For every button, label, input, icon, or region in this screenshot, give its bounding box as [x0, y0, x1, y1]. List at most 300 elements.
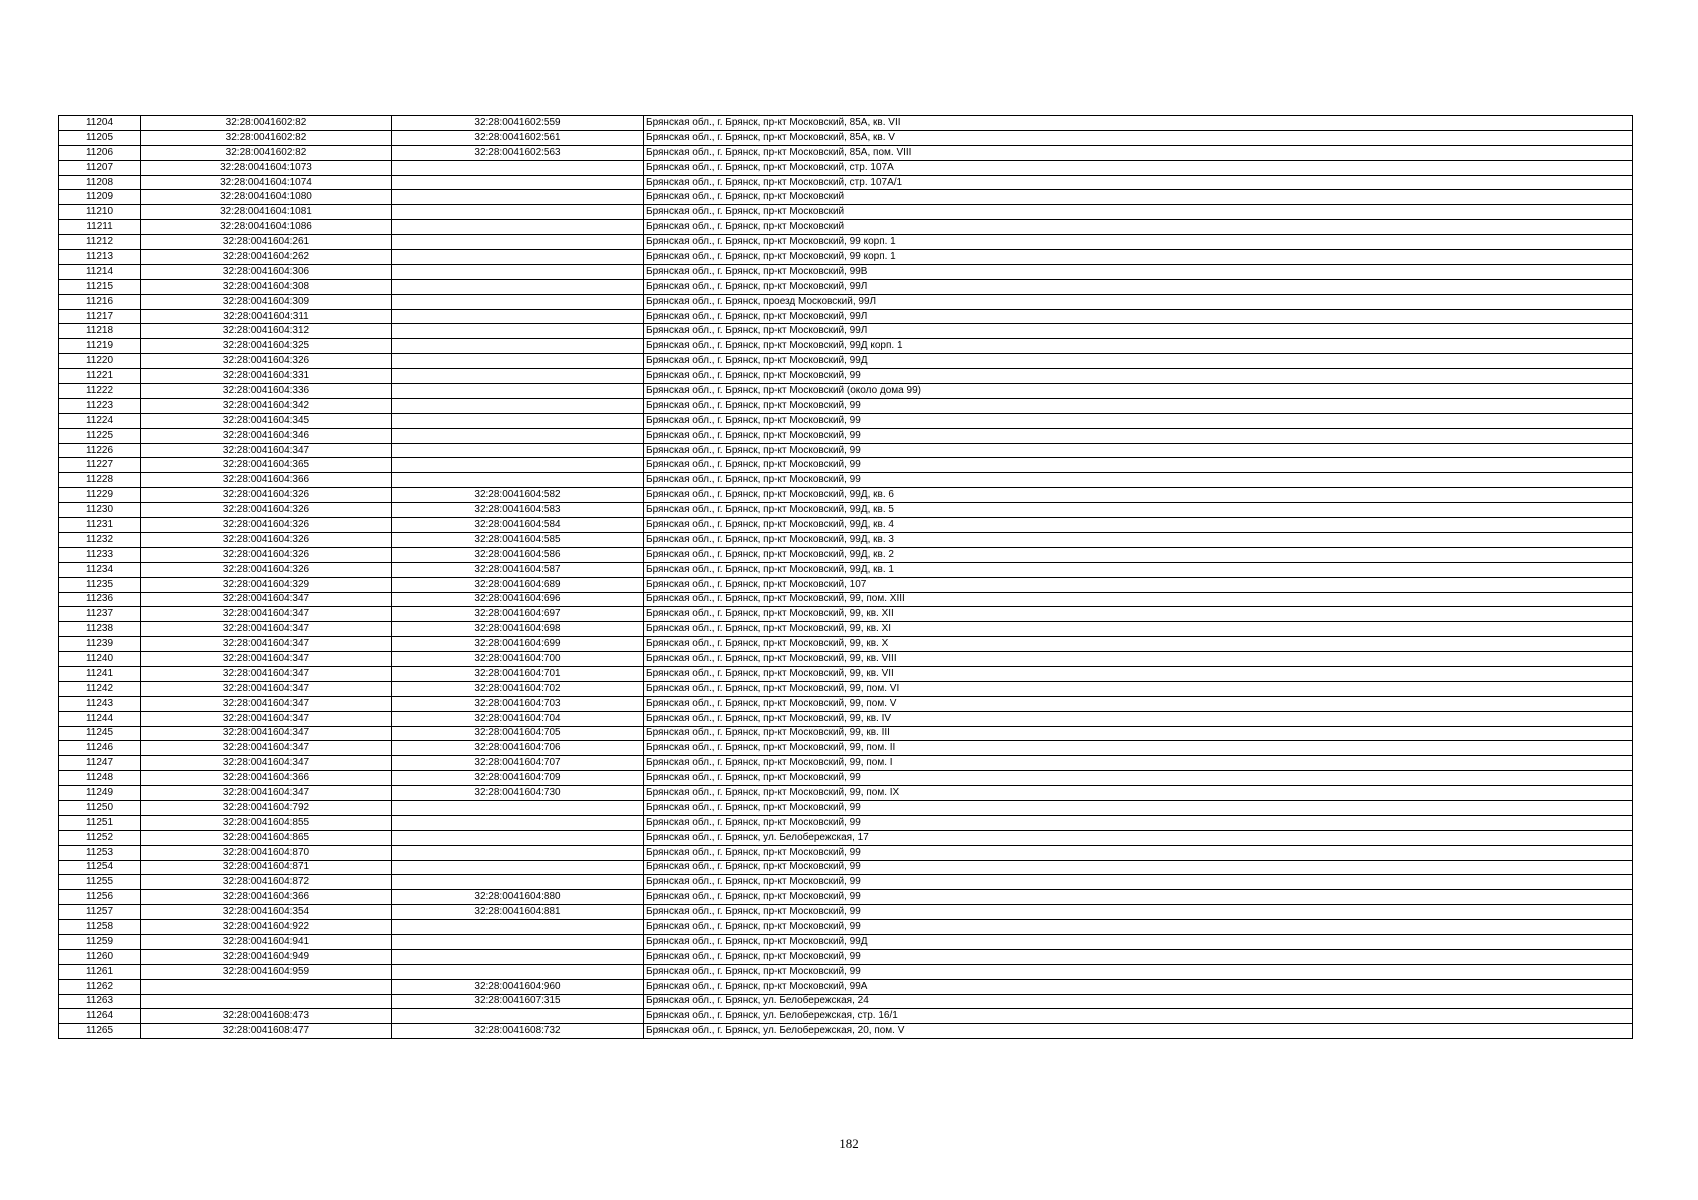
row-number-cell: 11205 [59, 130, 141, 145]
cadastral-number-cell: 32:28:0041604:306 [141, 264, 392, 279]
address-cell: Брянская обл., г. Брянск, пр-кт Московский, 99, пом. V [644, 696, 1633, 711]
room-cadastral-number-cell [392, 860, 644, 875]
cadastral-number-cell: 32:28:0041608:477 [141, 1024, 392, 1039]
cadastral-number-cell: 32:28:0041604:326 [141, 518, 392, 533]
address-cell: Брянская обл., г. Брянск, пр-кт Московский, 99Л [644, 309, 1633, 324]
address-cell: Брянская обл., г. Брянск, пр-кт Московский, 99, кв. X [644, 637, 1633, 652]
address-cell: Брянская обл., г. Брянск, пр-кт Московский, стр. 107А [644, 160, 1633, 175]
address-cell: Брянская обл., г. Брянск, пр-кт Московский, 99 [644, 458, 1633, 473]
row-number-cell: 11206 [59, 145, 141, 160]
room-cadastral-number-cell: 32:28:0041604:881 [392, 905, 644, 920]
table-row [59, 488, 1633, 503]
row-number-cell: 11265 [59, 1024, 141, 1039]
cadastral-number-cell: 32:28:0041604:326 [141, 354, 392, 369]
room-cadastral-number-cell: 32:28:0041604:706 [392, 741, 644, 756]
cadastral-number-cell: 32:28:0041604:366 [141, 771, 392, 786]
row-number-cell: 11222 [59, 384, 141, 399]
address-cell: Брянская обл., г. Брянск, пр-кт Московский, 99, кв. VII [644, 666, 1633, 681]
room-cadastral-number-cell [392, 398, 644, 413]
address-cell: Брянская обл., г. Брянск, пр-кт Московский, 85А, кв. VII [644, 116, 1633, 131]
room-cadastral-number-cell [392, 279, 644, 294]
cadastral-number-cell: 32:28:0041604:336 [141, 384, 392, 399]
cadastral-number-cell: 32:28:0041604:872 [141, 875, 392, 890]
room-cadastral-number-cell [392, 1009, 644, 1024]
row-number-cell: 11263 [59, 994, 141, 1009]
row-number-cell: 11241 [59, 666, 141, 681]
cadastral-number-cell: 32:28:0041604:347 [141, 741, 392, 756]
room-cadastral-number-cell [392, 815, 644, 830]
address-cell: Брянская обл., г. Брянск, пр-кт Московский, 99 [644, 890, 1633, 905]
address-cell: Брянская обл., г. Брянск, пр-кт Московский, 99, пом. VI [644, 681, 1633, 696]
table-row [59, 354, 1633, 369]
table-row [59, 1024, 1633, 1039]
address-cell: Брянская обл., г. Брянск, пр-кт Московский, 99, кв. XII [644, 607, 1633, 622]
room-cadastral-number-cell: 32:28:0041604:698 [392, 622, 644, 637]
address-cell: Брянская обл., г. Брянск, пр-кт Московский, 99Д, кв. 4 [644, 518, 1633, 533]
cadastral-number-cell: 32:28:0041604:346 [141, 428, 392, 443]
room-cadastral-number-cell [392, 934, 644, 949]
table-row [59, 666, 1633, 681]
cadastral-number-cell: 32:28:0041604:326 [141, 532, 392, 547]
room-cadastral-number-cell [392, 964, 644, 979]
address-cell: Брянская обл., г. Брянск, пр-кт Московский, 99 [644, 815, 1633, 830]
table-row [59, 250, 1633, 265]
row-number-cell: 11237 [59, 607, 141, 622]
table-row [59, 369, 1633, 384]
table-row [59, 607, 1633, 622]
address-cell: Брянская обл., г. Брянск, пр-кт Московский, 99, пом. II [644, 741, 1633, 756]
row-number-cell: 11214 [59, 264, 141, 279]
cadastral-number-cell: 32:28:0041604:366 [141, 890, 392, 905]
table-row [59, 145, 1633, 160]
cadastral-number-cell: 32:28:0041604:347 [141, 637, 392, 652]
table-row [59, 532, 1633, 547]
table-row [59, 681, 1633, 696]
table-row [59, 860, 1633, 875]
table-row [59, 800, 1633, 815]
table-row [59, 934, 1633, 949]
row-number-cell: 11227 [59, 458, 141, 473]
table-row [59, 875, 1633, 890]
address-cell: Брянская обл., г. Брянск, пр-кт Московский, 99, пом. IX [644, 786, 1633, 801]
row-number-cell: 11256 [59, 890, 141, 905]
address-cell: Брянская обл., г. Брянск, пр-кт Московский, 99 [644, 875, 1633, 890]
address-cell: Брянская обл., г. Брянск, пр-кт Московский (около дома 99) [644, 384, 1633, 399]
table-row [59, 547, 1633, 562]
room-cadastral-number-cell: 32:28:0041604:709 [392, 771, 644, 786]
room-cadastral-number-cell: 32:28:0041604:700 [392, 652, 644, 667]
address-cell: Брянская обл., г. Брянск, пр-кт Московский, 99Д, кв. 6 [644, 488, 1633, 503]
row-number-cell: 11215 [59, 279, 141, 294]
row-number-cell: 11212 [59, 235, 141, 250]
room-cadastral-number-cell: 32:28:0041602:561 [392, 130, 644, 145]
address-cell: Брянская обл., г. Брянск, пр-кт Московский, 99 корп. 1 [644, 250, 1633, 265]
table-row [59, 890, 1633, 905]
address-cell: Брянская обл., г. Брянск, пр-кт Московский, 99Л [644, 324, 1633, 339]
room-cadastral-number-cell: 32:28:0041604:730 [392, 786, 644, 801]
address-cell: Брянская обл., г. Брянск, пр-кт Московский, 99 [644, 964, 1633, 979]
row-number-cell: 11238 [59, 622, 141, 637]
room-cadastral-number-cell [392, 309, 644, 324]
table-row [59, 309, 1633, 324]
address-cell: Брянская обл., г. Брянск, пр-кт Московский, 99 [644, 473, 1633, 488]
row-number-cell: 11234 [59, 562, 141, 577]
room-cadastral-number-cell: 32:28:0041604:699 [392, 637, 644, 652]
address-cell: Брянская обл., г. Брянск, проезд Московский, 99Л [644, 294, 1633, 309]
cadastral-number-cell: 32:28:0041604:366 [141, 473, 392, 488]
room-cadastral-number-cell: 32:28:0041604:583 [392, 503, 644, 518]
room-cadastral-number-cell [392, 264, 644, 279]
cadastral-number-cell: 32:28:0041604:325 [141, 339, 392, 354]
table-row [59, 339, 1633, 354]
cadastral-number-cell: 32:28:0041604:1073 [141, 160, 392, 175]
room-cadastral-number-cell: 32:28:0041604:880 [392, 890, 644, 905]
row-number-cell: 11216 [59, 294, 141, 309]
table-row [59, 518, 1633, 533]
table-row [59, 905, 1633, 920]
row-number-cell: 11264 [59, 1009, 141, 1024]
row-number-cell: 11236 [59, 592, 141, 607]
cadastral-number-cell: 32:28:0041604:347 [141, 696, 392, 711]
table-row [59, 428, 1633, 443]
row-number-cell: 11223 [59, 398, 141, 413]
row-number-cell: 11221 [59, 369, 141, 384]
table-row [59, 815, 1633, 830]
address-cell: Брянская обл., г. Брянск, пр-кт Московский, 99 [644, 398, 1633, 413]
cadastral-number-cell: 32:28:0041604:922 [141, 920, 392, 935]
cadastral-number-cell: 32:28:0041604:1074 [141, 175, 392, 190]
table-row [59, 622, 1633, 637]
cadastral-number-cell: 32:28:0041604:959 [141, 964, 392, 979]
cadastral-number-cell: 32:28:0041604:949 [141, 949, 392, 964]
address-cell: Брянская обл., г. Брянск, пр-кт Московский, 99 [644, 369, 1633, 384]
address-cell: Брянская обл., г. Брянск, пр-кт Московский, 99, кв. XI [644, 622, 1633, 637]
table-row [59, 562, 1633, 577]
room-cadastral-number-cell [392, 443, 644, 458]
cadastral-number-cell: 32:28:0041604:855 [141, 815, 392, 830]
table-row [59, 979, 1633, 994]
address-cell: Брянская обл., г. Брянск, пр-кт Московский, 99, кв. VIII [644, 652, 1633, 667]
room-cadastral-number-cell [392, 324, 644, 339]
table-row [59, 1009, 1633, 1024]
address-cell: Брянская обл., г. Брянск, пр-кт Московский, 99А [644, 979, 1633, 994]
row-number-cell: 11232 [59, 532, 141, 547]
room-cadastral-number-cell [392, 205, 644, 220]
table-row [59, 235, 1633, 250]
row-number-cell: 11251 [59, 815, 141, 830]
table-row [59, 845, 1633, 860]
cadastral-number-cell: 32:28:0041604:326 [141, 503, 392, 518]
cadastral-number-cell: 32:28:0041604:347 [141, 786, 392, 801]
address-cell: Брянская обл., г. Брянск, пр-кт Московский, 99Д, кв. 2 [644, 547, 1633, 562]
room-cadastral-number-cell [392, 160, 644, 175]
table-row [59, 473, 1633, 488]
address-cell: Брянская обл., г. Брянск, пр-кт Московский [644, 190, 1633, 205]
room-cadastral-number-cell: 32:28:0041604:705 [392, 726, 644, 741]
table-row [59, 637, 1633, 652]
cadastral-number-cell: 32:28:0041604:326 [141, 547, 392, 562]
cadastral-number-cell [141, 994, 392, 1009]
row-number-cell: 11218 [59, 324, 141, 339]
row-number-cell: 11244 [59, 711, 141, 726]
room-cadastral-number-cell [392, 384, 644, 399]
table-row [59, 294, 1633, 309]
row-number-cell: 11261 [59, 964, 141, 979]
address-cell: Брянская обл., г. Брянск, пр-кт Московский, 99 [644, 428, 1633, 443]
room-cadastral-number-cell: 32:28:0041602:563 [392, 145, 644, 160]
table-row [59, 116, 1633, 131]
address-cell: Брянская обл., г. Брянск, пр-кт Московский, 99Д [644, 934, 1633, 949]
room-cadastral-number-cell: 32:28:0041604:701 [392, 666, 644, 681]
room-cadastral-number-cell: 32:28:0041604:702 [392, 681, 644, 696]
cadastral-number-cell: 32:28:0041604:365 [141, 458, 392, 473]
cadastral-number-cell: 32:28:0041602:82 [141, 145, 392, 160]
address-cell: Брянская обл., г. Брянск, ул. Белобережская, 24 [644, 994, 1633, 1009]
room-cadastral-number-cell [392, 250, 644, 265]
room-cadastral-number-cell: 32:28:0041604:582 [392, 488, 644, 503]
address-cell: Брянская обл., г. Брянск, пр-кт Московский, 99 [644, 920, 1633, 935]
address-cell: Брянская обл., г. Брянск, пр-кт Московский, 99Д, кв. 3 [644, 532, 1633, 547]
cadastral-number-cell: 32:28:0041604:308 [141, 279, 392, 294]
cadastral-number-cell: 32:28:0041604:941 [141, 934, 392, 949]
cadastral-number-cell: 32:28:0041604:1086 [141, 220, 392, 235]
room-cadastral-number-cell [392, 220, 644, 235]
address-cell: Брянская обл., г. Брянск, пр-кт Московский, 99 [644, 845, 1633, 860]
row-number-cell: 11239 [59, 637, 141, 652]
cadastral-number-cell: 32:28:0041604:347 [141, 726, 392, 741]
table-row [59, 205, 1633, 220]
room-cadastral-number-cell: 32:28:0041604:703 [392, 696, 644, 711]
table-row [59, 726, 1633, 741]
table-row [59, 279, 1633, 294]
row-number-cell: 11233 [59, 547, 141, 562]
address-cell: Брянская обл., г. Брянск, пр-кт Московский, 99 [644, 800, 1633, 815]
room-cadastral-number-cell [392, 294, 644, 309]
room-cadastral-number-cell: 32:28:0041607:315 [392, 994, 644, 1009]
room-cadastral-number-cell [392, 190, 644, 205]
table-row [59, 920, 1633, 935]
cadastral-number-cell: 32:28:0041604:354 [141, 905, 392, 920]
table-row [59, 741, 1633, 756]
address-cell: Брянская обл., г. Брянск, пр-кт Московский, 99 [644, 771, 1633, 786]
table-row [59, 458, 1633, 473]
cadastral-number-cell: 32:28:0041604:262 [141, 250, 392, 265]
table-row [59, 190, 1633, 205]
cadastral-number-cell: 32:28:0041604:347 [141, 607, 392, 622]
table-row [59, 949, 1633, 964]
room-cadastral-number-cell [392, 413, 644, 428]
row-number-cell: 11249 [59, 786, 141, 801]
address-cell: Брянская обл., г. Брянск, пр-кт Московский [644, 205, 1633, 220]
room-cadastral-number-cell [392, 473, 644, 488]
cadastral-number-cell: 32:28:0041604:347 [141, 592, 392, 607]
table-row [59, 503, 1633, 518]
row-number-cell: 11209 [59, 190, 141, 205]
room-cadastral-number-cell [392, 875, 644, 890]
table-row [59, 696, 1633, 711]
row-number-cell: 11245 [59, 726, 141, 741]
cadastral-number-cell [141, 979, 392, 994]
cadastral-number-cell: 32:28:0041604:329 [141, 577, 392, 592]
room-cadastral-number-cell [392, 369, 644, 384]
row-number-cell: 11224 [59, 413, 141, 428]
table-row [59, 160, 1633, 175]
row-number-cell: 11207 [59, 160, 141, 175]
table-row [59, 413, 1633, 428]
table-row [59, 324, 1633, 339]
address-cell: Брянская обл., г. Брянск, пр-кт Московский, стр. 107А/1 [644, 175, 1633, 190]
address-cell: Брянская обл., г. Брянск, пр-кт Московский, 99Л [644, 279, 1633, 294]
room-cadastral-number-cell: 32:28:0041604:696 [392, 592, 644, 607]
row-number-cell: 11262 [59, 979, 141, 994]
cadastral-number-cell: 32:28:0041604:347 [141, 622, 392, 637]
table-row [59, 786, 1633, 801]
row-number-cell: 11219 [59, 339, 141, 354]
cadastral-number-cell: 32:28:0041604:347 [141, 681, 392, 696]
cadastral-number-cell: 32:28:0041604:312 [141, 324, 392, 339]
table-row [59, 711, 1633, 726]
row-number-cell: 11242 [59, 681, 141, 696]
room-cadastral-number-cell [392, 845, 644, 860]
address-cell: Брянская обл., г. Брянск, пр-кт Московский, 85А, пом. VIII [644, 145, 1633, 160]
row-number-cell: 11247 [59, 756, 141, 771]
table-row [59, 964, 1633, 979]
address-cell: Брянская обл., г. Брянск, пр-кт Московский, 99Д корп. 1 [644, 339, 1633, 354]
cadastral-number-cell: 32:28:0041604:870 [141, 845, 392, 860]
table-row [59, 994, 1633, 1009]
room-cadastral-number-cell: 32:28:0041604:585 [392, 532, 644, 547]
room-cadastral-number-cell [392, 339, 644, 354]
cadastral-number-cell: 32:28:0041604:347 [141, 666, 392, 681]
row-number-cell: 11257 [59, 905, 141, 920]
table-body [59, 116, 1633, 1039]
row-number-cell: 11246 [59, 741, 141, 756]
table-row [59, 264, 1633, 279]
cadastral-number-cell: 32:28:0041604:261 [141, 235, 392, 250]
address-cell: Брянская обл., г. Брянск, пр-кт Московский, 99, пом. XIII [644, 592, 1633, 607]
table-row [59, 175, 1633, 190]
address-cell: Брянская обл., г. Брянск, пр-кт Московский, 99Д, кв. 1 [644, 562, 1633, 577]
cadastral-number-cell: 32:28:0041604:865 [141, 830, 392, 845]
address-cell: Брянская обл., г. Брянск, пр-кт Московский, 99Д, кв. 5 [644, 503, 1633, 518]
row-number-cell: 11235 [59, 577, 141, 592]
row-number-cell: 11255 [59, 875, 141, 890]
room-cadastral-number-cell: 32:28:0041602:559 [392, 116, 644, 131]
address-cell: Брянская обл., г. Брянск, ул. Белобережская, 17 [644, 830, 1633, 845]
table-row [59, 592, 1633, 607]
row-number-cell: 11248 [59, 771, 141, 786]
cadastral-number-cell: 32:28:0041604:309 [141, 294, 392, 309]
page-number: 182 [839, 1136, 859, 1151]
cadastral-number-cell: 32:28:0041604:311 [141, 309, 392, 324]
row-number-cell: 11252 [59, 830, 141, 845]
table-row [59, 220, 1633, 235]
data-table [58, 115, 1633, 1039]
row-number-cell: 11211 [59, 220, 141, 235]
room-cadastral-number-cell: 32:28:0041604:960 [392, 979, 644, 994]
row-number-cell: 11240 [59, 652, 141, 667]
row-number-cell: 11259 [59, 934, 141, 949]
room-cadastral-number-cell [392, 830, 644, 845]
room-cadastral-number-cell [392, 175, 644, 190]
cadastral-number-cell: 32:28:0041604:792 [141, 800, 392, 815]
room-cadastral-number-cell [392, 800, 644, 815]
address-cell: Брянская обл., г. Брянск, пр-кт Московский, 99, пом. I [644, 756, 1633, 771]
table-row [59, 652, 1633, 667]
address-cell: Брянская обл., г. Брянск, пр-кт Московский, 99 корп. 1 [644, 235, 1633, 250]
cadastral-number-cell: 32:28:0041608:473 [141, 1009, 392, 1024]
room-cadastral-number-cell [392, 235, 644, 250]
row-number-cell: 11229 [59, 488, 141, 503]
address-cell: Брянская обл., г. Брянск, ул. Белобережская, 20, пом. V [644, 1024, 1633, 1039]
room-cadastral-number-cell [392, 949, 644, 964]
room-cadastral-number-cell [392, 458, 644, 473]
address-cell: Брянская обл., г. Брянск, пр-кт Московский, 99Д [644, 354, 1633, 369]
address-cell: Брянская обл., г. Брянск, пр-кт Московский, 99 [644, 905, 1633, 920]
address-cell: Брянская обл., г. Брянск, пр-кт Московский, 99 [644, 860, 1633, 875]
cadastral-number-cell: 32:28:0041604:347 [141, 652, 392, 667]
address-cell: Брянская обл., г. Брянск, пр-кт Московский, 99, кв. IV [644, 711, 1633, 726]
cadastral-number-cell: 32:28:0041602:82 [141, 116, 392, 131]
table-row [59, 130, 1633, 145]
room-cadastral-number-cell: 32:28:0041604:587 [392, 562, 644, 577]
table-row [59, 577, 1633, 592]
cadastral-number-cell: 32:28:0041604:347 [141, 711, 392, 726]
address-cell: Брянская обл., г. Брянск, пр-кт Московский, 99В [644, 264, 1633, 279]
row-number-cell: 11204 [59, 116, 141, 131]
address-cell: Брянская обл., г. Брянск, пр-кт Московский, 99 [644, 443, 1633, 458]
table-row [59, 384, 1633, 399]
row-number-cell: 11225 [59, 428, 141, 443]
table-row [59, 771, 1633, 786]
room-cadastral-number-cell: 32:28:0041608:732 [392, 1024, 644, 1039]
address-cell: Брянская обл., г. Брянск, ул. Белобережская, стр. 16/1 [644, 1009, 1633, 1024]
row-number-cell: 11260 [59, 949, 141, 964]
room-cadastral-number-cell: 32:28:0041604:584 [392, 518, 644, 533]
cadastral-number-cell: 32:28:0041604:1080 [141, 190, 392, 205]
cadastral-number-cell: 32:28:0041604:342 [141, 398, 392, 413]
room-cadastral-number-cell: 32:28:0041604:689 [392, 577, 644, 592]
address-cell: Брянская обл., г. Брянск, пр-кт Московский, 85А, кв. V [644, 130, 1633, 145]
row-number-cell: 11258 [59, 920, 141, 935]
row-number-cell: 11243 [59, 696, 141, 711]
row-number-cell: 11230 [59, 503, 141, 518]
cadastral-number-cell: 32:28:0041604:347 [141, 756, 392, 771]
row-number-cell: 11210 [59, 205, 141, 220]
room-cadastral-number-cell [392, 354, 644, 369]
cadastral-number-cell: 32:28:0041604:345 [141, 413, 392, 428]
cadastral-number-cell: 32:28:0041604:1081 [141, 205, 392, 220]
room-cadastral-number-cell: 32:28:0041604:704 [392, 711, 644, 726]
table-row [59, 830, 1633, 845]
room-cadastral-number-cell: 32:28:0041604:707 [392, 756, 644, 771]
cadastral-number-cell: 32:28:0041604:326 [141, 562, 392, 577]
row-number-cell: 11213 [59, 250, 141, 265]
row-number-cell: 11253 [59, 845, 141, 860]
row-number-cell: 11228 [59, 473, 141, 488]
room-cadastral-number-cell: 32:28:0041604:586 [392, 547, 644, 562]
room-cadastral-number-cell: 32:28:0041604:697 [392, 607, 644, 622]
cadastral-number-cell: 32:28:0041604:347 [141, 443, 392, 458]
address-cell: Брянская обл., г. Брянск, пр-кт Московский, 99 [644, 413, 1633, 428]
address-cell: Брянская обл., г. Брянск, пр-кт Московский, 99 [644, 949, 1633, 964]
table-row [59, 398, 1633, 413]
cadastral-number-cell: 32:28:0041604:331 [141, 369, 392, 384]
row-number-cell: 11220 [59, 354, 141, 369]
row-number-cell: 11208 [59, 175, 141, 190]
cadastral-number-cell: 32:28:0041604:871 [141, 860, 392, 875]
row-number-cell: 11250 [59, 800, 141, 815]
